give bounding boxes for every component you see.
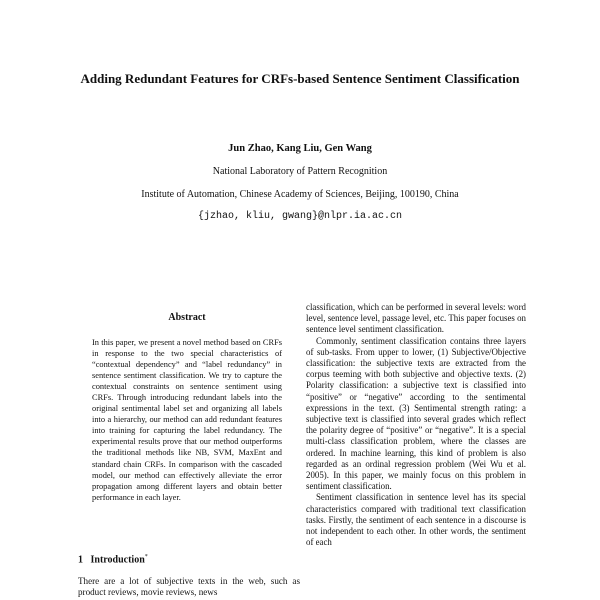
section-title: Introduction bbox=[90, 554, 145, 566]
section-number: 1 bbox=[78, 554, 83, 566]
affiliation-lab: National Laboratory of Pattern Recognition bbox=[212, 166, 388, 177]
body-paragraph: Sentiment classification in sentence level has its special characteristics compared with traditional text classification tasks. Firstly, the sentiment of each sentence in a discourse is not independent to each other. In other words, the sentiment of each bbox=[306, 492, 526, 548]
affiliation-institute: Institute of Automation, Chinese Academy of Sciences, Beijing, 100190, China bbox=[141, 189, 459, 200]
body-paragraph: classification, which can be performed in several levels: word level, sentence level, passage level, etc. This paper focuses on sentence level sentiment classification. bbox=[306, 302, 526, 335]
introduction-paragraph: There are a lot of subjective texts in the web, such as product reviews, movie reviews, news bbox=[78, 576, 300, 598]
right-column bbox=[306, 302, 526, 548]
body-paragraph: Commonly, sentiment classification contains three layers of sub-tasks. From upper to lower, (1) Subjective/Objective classification: the subjective texts are extracted from the corpus teeming with both subjective and objective texts. (2) Polarity classification: a subjective text is classified into “positive” or “negative” according to the sentimental expressions in the text. (3) Sentimental strength rating: a subjective text is classified into several grades which reflect the polarity degree of “positive” or “negative”. It is a special multi-class classification problem, where the classes are ordered. In machine learning, this kind of problem is also regarded as an ordinal regression problem (Wei Wu et al. 2005). In this paper, we mainly focus on this problem in sentiment classification. bbox=[306, 335, 526, 492]
paper-authors: Jun Zhao, Kang Liu, Gen Wang bbox=[228, 143, 372, 154]
author-email: {jzhao, kliu, gwang}@nlpr.ia.ac.cn bbox=[197, 211, 403, 222]
abstract-section bbox=[82, 312, 292, 503]
paper-title: Adding Redundant Features for CRFs-based Sentence Sentiment Classification bbox=[80, 71, 520, 86]
introduction-heading bbox=[78, 554, 148, 565]
abstract-heading: Abstract bbox=[168, 312, 206, 323]
abstract-text: In this paper, we present a novel method based on CRFs in response to the two special characteristics of “contextual dependency” and “label redundancy” in sentence sentiment classification. We try to capture the contextual constraints on sentence sentiment using CRFs. Through introducing redundant labels into the original sentimental label set and organizing all labels into a hierarchy, our method can add redundant features into training for capturing the label redundancy. The experimental results prove that our method outperforms the traditional methods like NB, SVM, MaxEnt and standard chain CRFs. In comparison with the cascaded model, our method can effectively alleviate the error propagation among different layers and obtain better performance in each layer. bbox=[92, 338, 282, 502]
footnote-mark: * bbox=[144, 554, 148, 560]
